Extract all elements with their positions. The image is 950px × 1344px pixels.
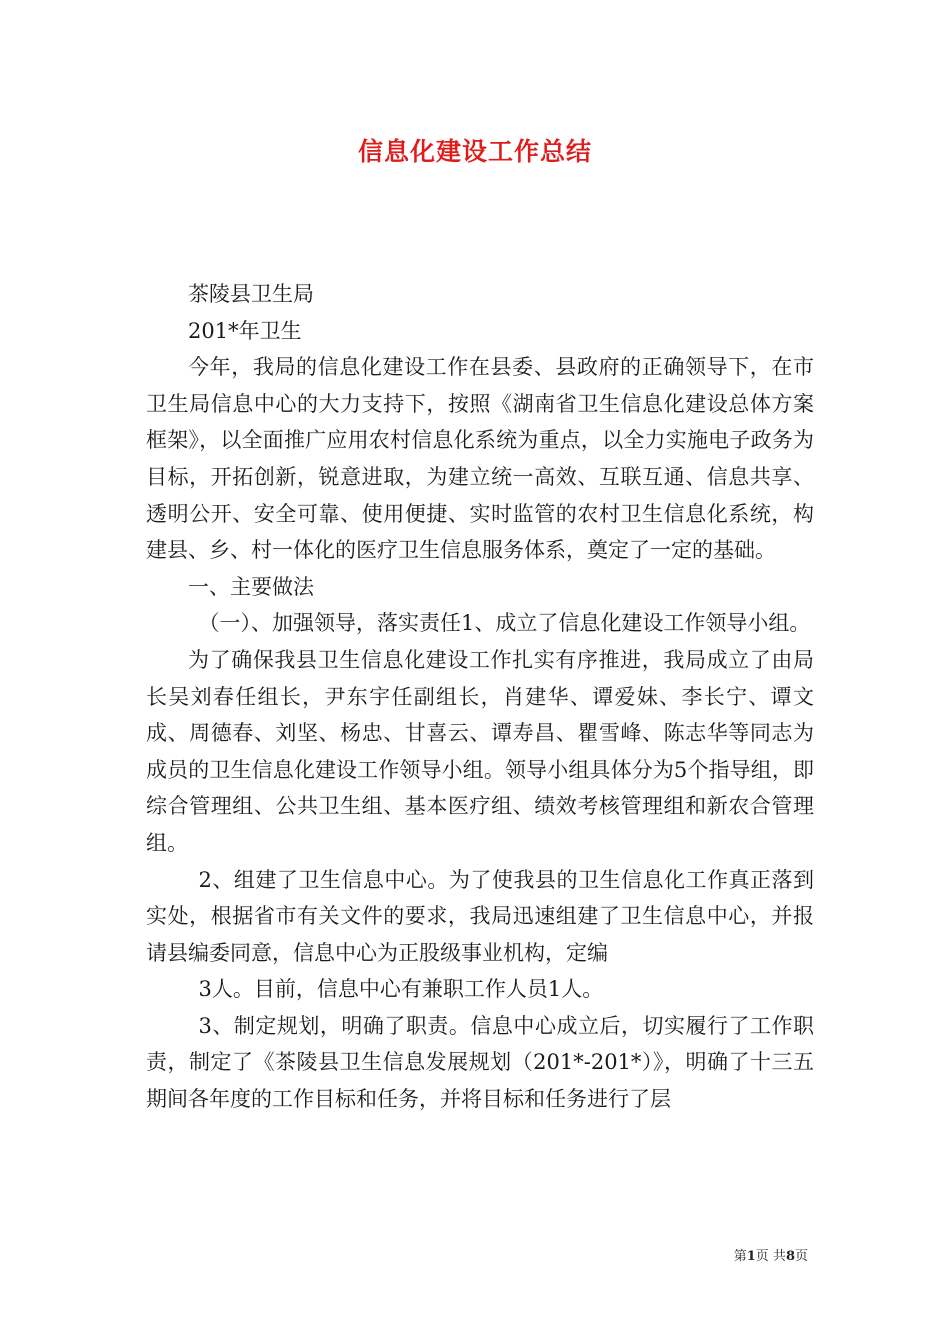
footer-suffix: 页 [794, 1249, 808, 1264]
document-title: 信息化建设工作总结 [357, 137, 592, 166]
year-line: 201*年卫生 [188, 318, 302, 343]
author-line: 茶陵县卫生局 [188, 282, 314, 306]
current-page-number: 1 [746, 1249, 756, 1264]
document-body [146, 276, 814, 1118]
body-paragraph: 3人。目前，信息中心有兼职工作人员1人。 [198, 977, 604, 1002]
intro-paragraph: 今年，我局的信息化建设工作在县委、县政府的正确领导下，在市卫生局信息中心的大力支持下，按照《湖南省卫生信息化建设总体方案框架》，以全面推广应用农村信息化系统为重点，以全力实施电子政务为目标，开拓创新，锐意进取，为建立统一高效、互联互通、信息共享、透明公开、安全可靠、使用便捷、实时监管的农村卫生信息化系统，构建县、乡、村一体化的医疗卫生信息服务体系，奠定了一定的基础。 [146, 355, 814, 563]
page-number-footer [734, 1245, 808, 1264]
body-paragraph: 为了确保我县卫生信息化建设工作扎实有序推进，我局成立了由局长吴刘春任组长，尹东宇任副组长，肖建华、谭爱妹、李长宁、谭文成、周德春、刘坚、杨忠、甘喜云、谭寿昌、瞿雪峰、陈志华等同志为成员的卫生信息化建设工作领导小组。领导小组具体分为5个指导组，即综合管理组、公共卫生组、基本医疗组、绩效考核管理组和新农合管理组。 [146, 647, 814, 855]
footer-middle: 页 共 [755, 1249, 786, 1264]
body-paragraph: 3、制定规划，明确了职责。信息中心成立后，切实履行了工作职责，制定了《茶陵县卫生信息发展规划（201*-201*）》，明确了十三五期间各年度的工作目标和任务，并将目标和任务进行了层 [146, 1013, 814, 1112]
footer-prefix: 第 [733, 1249, 747, 1264]
section-heading: 一、主要做法 [188, 574, 314, 599]
body-paragraph: 2、组建了卫生信息中心。为了使我县的卫生信息化工作真正落到实处，根据省市有关文件的要求，我局迅速组建了卫生信息中心，并报请县编委同意，信息中心为正股级事业机构，定编 [146, 867, 814, 965]
subsection-heading: （一）、加强领导，落实责任1、成立了信息化建设工作领导小组。 [198, 611, 811, 636]
total-page-number: 8 [785, 1249, 795, 1264]
